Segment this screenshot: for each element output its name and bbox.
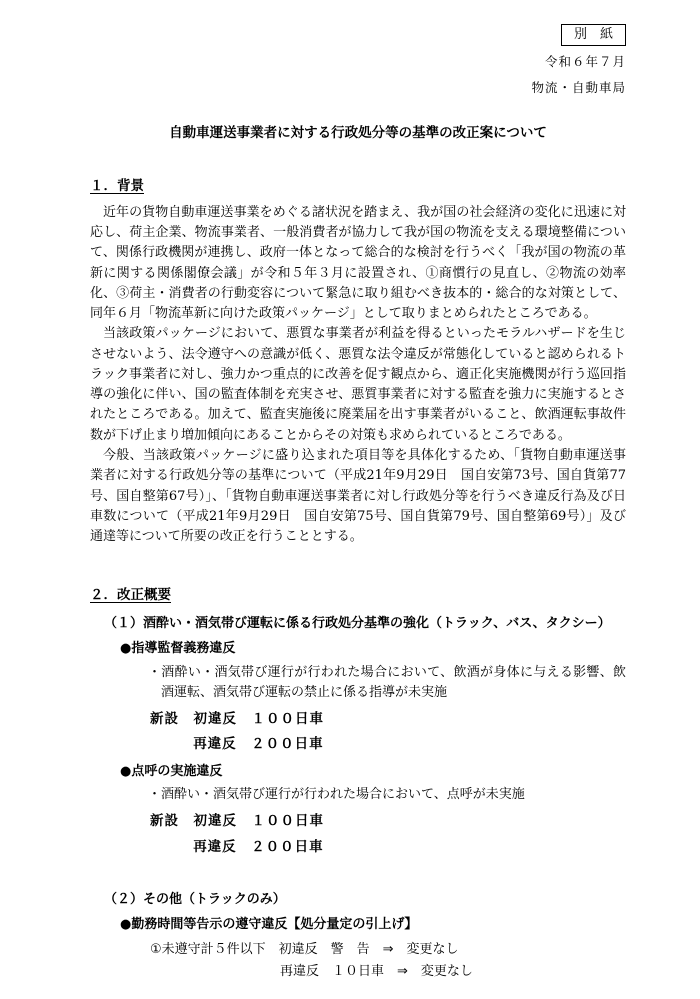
violation-2-penalty-repeat: 再違反 ２００日車 bbox=[193, 838, 324, 855]
violation-1-penalty-repeat: 再違反 ２００日車 bbox=[193, 736, 324, 753]
document-title: 自動車運送事業者に対する行政処分等の基準の改正案について bbox=[169, 124, 547, 141]
background-paragraph-2: 当該政策パッケージにおいて、悪質な事業者が利益を得るといったモラルハザードを生じさせないよう、法令遵守への意識が低く、悪質な法令違反が常態化していると認められるトラック事業者に対し、強力かつ重点的に改善を促す観点から、適正化実施機関が行う巡回指導の強化に伴い、国の監査体制を充実させ、悪質事業者に対する監査を強力に実施するとされたところである。加えて、監査実施後に廃業届を出す事業者がいること、飲酒運転事故件数が下げ止まり増加傾向にあることからその対策も求められているところである。 bbox=[90, 326, 626, 443]
department-name: 物流・自動車局 bbox=[531, 79, 626, 95]
violation-2-description: ・酒酔い・酒気帯び運行が行われた場合において、点呼が未実施 bbox=[148, 787, 525, 803]
background-paragraph-1: 近年の貨物自動車運送事業をめぐる諸状況を踏まえ、我が国の社会経済の変化に迅速に対応し、荷主企業、物流事業者、一般消費者が協力して我が国の物流を支える環境整備について、関係行政機関が連携し、政府一体となって総合的な検討を行うべく「我が国の物流の革新に関する関係閣僚会議」が令和５年３月に設置され、①商慣行の見直し、②物流の効率化、③荷主・消費者の行動変容について緊急に取り組むべき抜本的・総合的な対策として、同年６月「物流革新に向けた政策パッケージ」として取りまとめられたところである。 bbox=[90, 204, 626, 322]
work-hours-violation-label: ●勤務時間等告示の遵守違反【処分量定の引上げ】 bbox=[120, 916, 418, 932]
work-hours-case-first: ①未遵守計５件以下 初違反 警 告 ⇒ 変更なし bbox=[150, 941, 459, 957]
document-header bbox=[90, 24, 626, 97]
violation-1-penalty-first: 新設 初違反 １００日車 bbox=[150, 710, 324, 727]
violation-1-label: ●指導監督義務違反 bbox=[120, 641, 236, 657]
attachment-label: 別 紙 bbox=[561, 24, 626, 46]
section-1-heading: １．背景 bbox=[90, 177, 144, 194]
violation-1-description: ・酒酔い・酒気帯び運行が行われた場合において、飲酒が身体に与える影響、飲酒運転、酒気帯び運転の禁止に係る指導が未実施 bbox=[148, 664, 626, 700]
violation-2-label: ●点呼の実施違反 bbox=[120, 764, 223, 780]
revision-item-1-heading: （１）酒酔い・酒気帯び運転に係る行政処分基準の強化（トラック、バス、タクシー） bbox=[104, 616, 611, 632]
section-2-heading: ２．改正概要 bbox=[90, 587, 171, 604]
background-paragraph-3: 今般、当該政策パッケージに盛り込まれた項目等を具体化するため、「貨物自動車運送事業者に対する行政処分等の基準について（平成21年9月29日 国自安第73号、国自貨第77号、国自整第67号）」、「貨物自動車運送事業者に対し行政処分等を行うべき違反行為及び日車数について（平成21年9月29日 国自安第75号、国自貨第79号、国自整第69号）」及び通達等について所要の改正を行うこととする。 bbox=[90, 447, 626, 545]
attachment-label-row bbox=[90, 24, 626, 46]
revision-item-2-heading: （２）その他（トラックのみ） bbox=[104, 891, 286, 907]
document-date: 令和６年７月 bbox=[544, 54, 626, 70]
violation-2-penalty-first: 新設 初違反 １００日車 bbox=[150, 813, 324, 830]
work-hours-case-repeat: 再違反 １０日車 ⇒ 変更なし bbox=[280, 963, 473, 979]
